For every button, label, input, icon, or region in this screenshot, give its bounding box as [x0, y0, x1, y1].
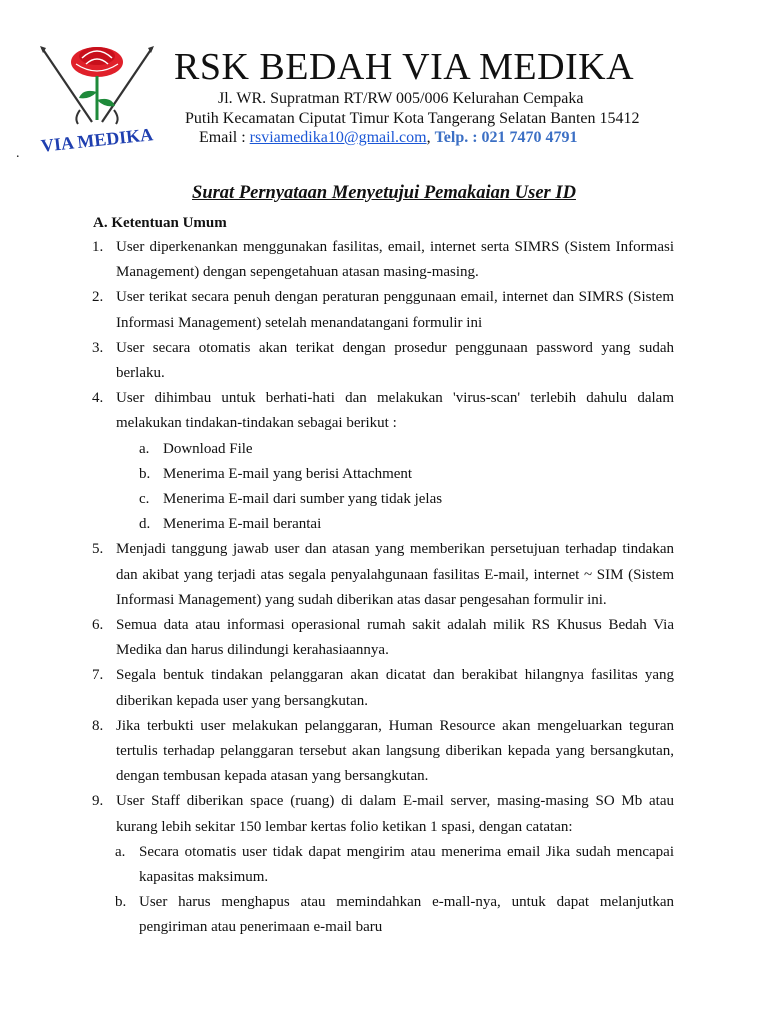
contact-line: [199, 128, 578, 148]
sub-text: Menerima E-mail yang berisi Attachment: [163, 465, 413, 482]
sub-letter: b.: [139, 465, 151, 482]
address-line-2: Putih Kecamatan Ciputat Timur Kota Tangerang Selatan Banten 15412: [185, 110, 640, 127]
email-link[interactable]: rsviamedika10@gmail.com: [249, 129, 427, 146]
section-heading: A. Ketentuan Umum: [93, 215, 227, 231]
sub-item: [92, 512, 674, 537]
stray-dot: .: [16, 146, 20, 161]
item-text: User terikat secara penuh dengan peraturan penggunaan email, internet dan SIMRS (Sistem Informasi Management) setelah menandatangani formulir ini: [116, 289, 674, 331]
item-number: 7.: [92, 667, 104, 684]
item-text: Segala bentuk tindakan pelanggaran akan dicatat dan berakibat hilangnya fasilitas yang diberikan kepada user yang bersangkutan.: [116, 667, 674, 709]
sub-text: User harus menghapus atau memindahkan e-mall-nya, untuk dapat melanjutkan pengiriman atau penerimaan e-mail baru: [139, 894, 674, 936]
list-item: [92, 613, 674, 663]
list-item: [92, 336, 674, 386]
item-number: 6.: [92, 617, 104, 634]
sub-letter: b.: [115, 894, 127, 911]
rose-icon: [71, 47, 123, 120]
sub-letter: c.: [139, 491, 150, 508]
telephone: Telp. : 021 7470 4791: [434, 129, 578, 146]
item-number: 8.: [92, 717, 104, 734]
sub-letter: a.: [115, 843, 126, 860]
sub-item: [92, 840, 674, 890]
sub-item: [92, 487, 674, 512]
item-text: Menjadi tanggung jawab user dan atasan yang memberikan persetujuan terhadap tindakan dan akibat yang terjadi atas segala penyalahgunaan fasilitas E-mail, internet ~ SIM (Sistem Informasi Management) yang sudah diberikan atas dasar pengesahan formulir ini.: [116, 541, 674, 608]
item-text: User Staff diberikan space (ruang) di dalam E-mail server, masing-masing SO Mb atau kurang lebih sekitar 150 lembar kertas folio ketikan 1 spasi, dengan catatan:: [116, 793, 674, 835]
list-item: [92, 714, 674, 790]
item-number: 5.: [92, 541, 104, 558]
via-medika-logo: [32, 40, 162, 160]
address-line-1: Jl. WR. Supratman RT/RW 005/006 Kelurahan Cempaka: [218, 90, 584, 107]
list-item: [92, 789, 674, 839]
item-number: 2.: [92, 289, 104, 306]
item-text: Semua data atau informasi operasional rumah sakit adalah milik RS Khusus Bedah Via Medika dan harus dilindungi kerahasiaannya.: [116, 617, 674, 659]
item-text: User diperkenankan menggunakan fasilitas, email, internet serta SIMRS (Sistem Informasi Management) dengan sepengetahuan atasan masing-masing.: [116, 239, 674, 281]
email-label: Email :: [199, 129, 250, 146]
list-item: [92, 663, 674, 713]
item-number: 4.: [92, 390, 104, 407]
organization-name: RSK BEDAH VIA MEDIKA: [174, 46, 635, 88]
sub-text: Menerima E-mail berantai: [163, 516, 322, 533]
logo-text: VIA MEDIKA: [40, 124, 154, 156]
item-number: 3.: [92, 339, 104, 356]
sub-letter: a.: [139, 440, 150, 457]
item-text: User dihimbau untuk berhati-hati dan melakukan 'virus-scan' terlebih dahulu dalam melakukan tindakan-tindakan sebagai berikut :: [116, 390, 674, 432]
list-item: [92, 386, 674, 436]
item-text: User secara otomatis akan terikat dengan prosedur penggunaan password yang sudah berlaku.: [116, 339, 674, 382]
contact-separator: ,: [426, 129, 435, 146]
sub-text: Secara otomatis user tidak dapat mengirim atau menerima email Jika sudah mencapai kapasitas maksimum.: [139, 843, 674, 886]
sub-item: [92, 437, 674, 462]
item-number: 1.: [92, 239, 104, 255]
list-item: [92, 285, 674, 335]
list-item: [92, 537, 674, 613]
sub-text: Download File: [163, 440, 253, 457]
sub-letter: d.: [139, 516, 151, 533]
rules-list: [92, 235, 674, 941]
document-title: Surat Pernyataan Menyetujui Pemakaian User ID: [192, 183, 576, 203]
sub-item: [92, 890, 674, 940]
sub-text: Menerima E-mail dari sumber yang tidak jelas: [163, 491, 443, 508]
sub-item: [92, 462, 674, 487]
list-item: [92, 235, 674, 285]
item-number: 9.: [92, 793, 104, 810]
item-text: Jika terbukti user melakukan pelanggaran, Human Resource akan mengeluarkan teguran tertulis terhadap pelanggaran tersebut akan langsung diberikan kepada yang bersangkutan, dengan tembusan kepada atasan yang bersangkutan.: [116, 717, 674, 785]
